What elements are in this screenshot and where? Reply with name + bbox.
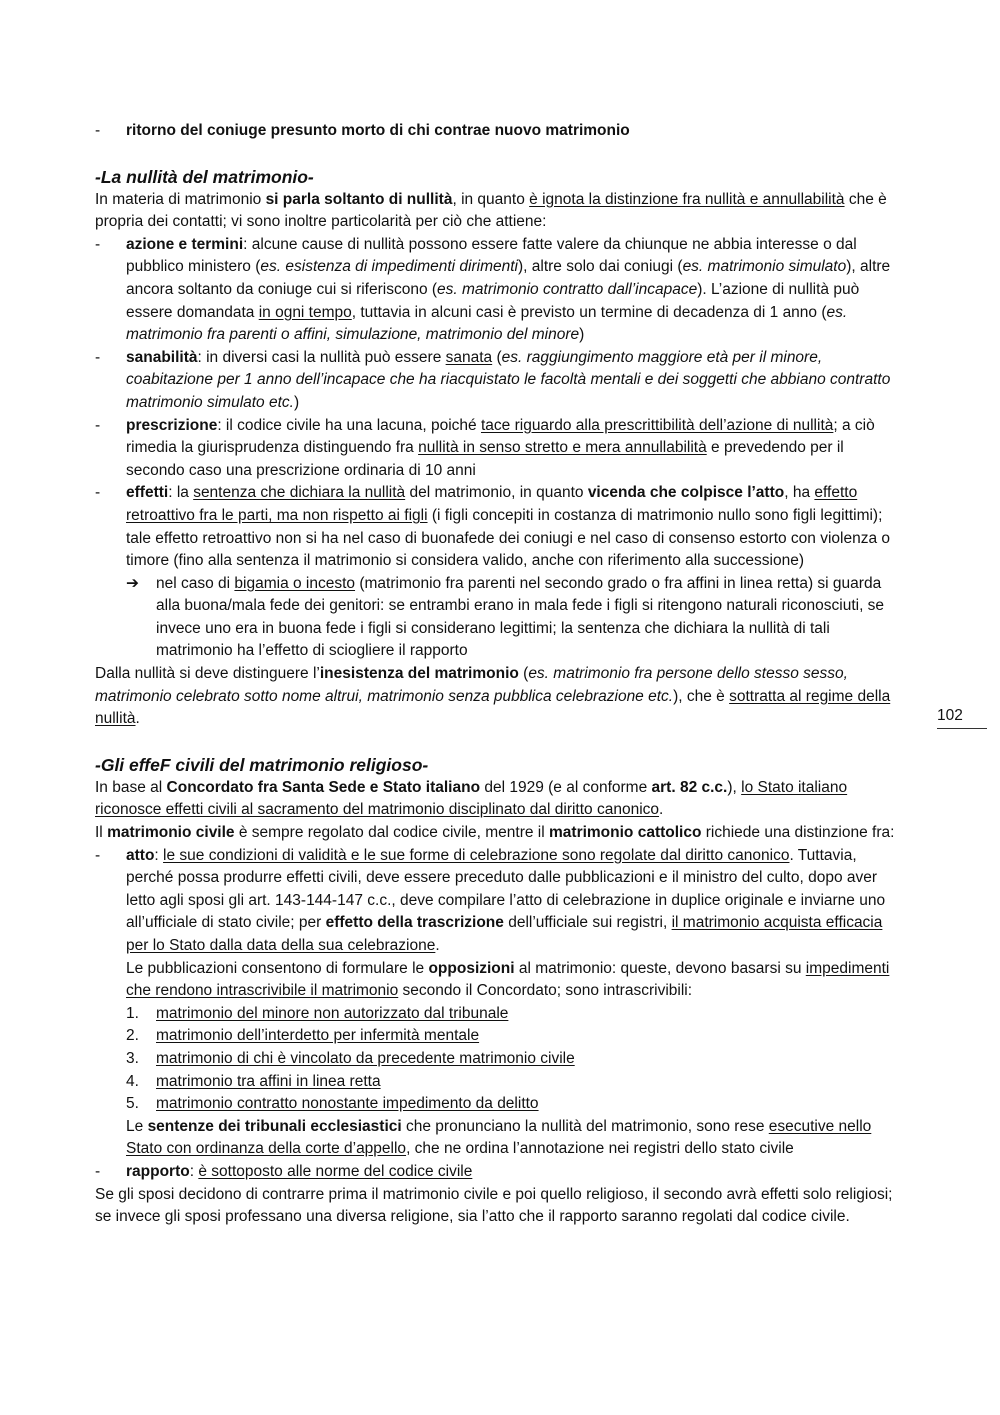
text-run: : in diversi casi la nullità può essere: [197, 348, 446, 366]
item-number: 4.: [126, 1072, 139, 1090]
text-run: (: [492, 348, 502, 366]
item-number: 3.: [126, 1049, 139, 1067]
bold-text: prescrizione: [126, 416, 218, 434]
item-number: 5.: [126, 1095, 139, 1113]
item-number: 1.: [126, 1004, 139, 1022]
section-heading-nullita: -La nullità del matrimonio-: [95, 166, 314, 187]
bold-text: matrimonio civile: [107, 824, 235, 842]
text-run: .: [435, 937, 440, 954]
text-run: . Tuttavia, perché possa produrre effetti civili, deve essere preceduto dalle pubblicazioni e il ministro del culto, dopo aver letto agli sposi gli art. 143-144-147 c.c., deve compilare l’atto di celebrazione in duplice originale e inviarne uno all’ufficiale di stato civile; per: [126, 846, 886, 932]
text-run: dell’ufficiale sui registri,: [503, 914, 672, 932]
numbered-item: [95, 1093, 905, 1116]
bold-text: matrimonio cattolico: [549, 824, 702, 842]
underlined-text: il matrimonio acquista efficacia per lo Stato dalla data della sua celebrazione: [126, 914, 883, 954]
text-run: (matrimonio fra parenti nel secondo grado o fra affini in linea retta) si guarda alla buona/mala fede dei genitori: se entrambi erano in mala fede i figli si ritengono naturali riconosciuti, se invece uno era in buona fede i figli si considerano legittimi; la sentenza che dichiara la nullità di tali matrimonio ha l’effetto di sciogliere il rapporto: [156, 574, 885, 660]
paragraph-matrimonio-civile: [95, 822, 905, 845]
text-run: Le pubblicazioni consentono di formulare le: [126, 959, 429, 977]
bold-text: sanabilità: [126, 348, 198, 366]
text-run: , in quanto: [452, 190, 530, 208]
underlined-text: è ignota la distinzione fra nullità e annullabilità: [529, 190, 845, 208]
paragraph-nullita-intro: [95, 189, 905, 234]
text-run: (i figli concepiti in costanza di matrimonio nullo sono figli legittimi); tale effetto retroattivo non si ha nel caso di buonafede dei coniugi e nel caso di consenso estorto con violenza o timore (fino alla sentenza il matrimonio si considera valido, anche con riferimento alla successione): [126, 506, 891, 570]
underlined-text: matrimonio dell’interdetto per infermità mentale: [156, 1027, 480, 1045]
bold-text: azione e termini: [126, 235, 244, 253]
text-run: ): [579, 326, 585, 344]
underlined-text: effetto retroattivo fra le parti, ma non rispetto ai figli: [126, 484, 858, 524]
text-run: secondo il Concordato; sono intrascrivibili:: [398, 982, 693, 1000]
text-run: : la: [168, 484, 194, 502]
underlined-text: impedimenti che rendono intrascrivibile il matrimonio: [126, 959, 890, 1000]
underlined-text: bigamia o incesto: [234, 574, 356, 592]
item-number: 2.: [126, 1027, 139, 1045]
section-heading-effetti-civili: -Gli effeF civili del matrimonio religioso-: [95, 754, 429, 775]
text-run: :: [189, 1162, 199, 1180]
text-run: ). L’azione di nullità può essere domandata: [126, 280, 860, 321]
text-run: In materia di matrimonio: [95, 190, 266, 208]
list-item-atto: [95, 845, 905, 958]
numbered-item: [95, 1003, 905, 1026]
underlined-text: matrimonio del minore non autorizzato dal tribunale: [156, 1004, 509, 1022]
text-run: .: [659, 801, 664, 819]
list-dash: -: [95, 235, 101, 253]
italic-text: es. matrimonio simulato: [682, 258, 847, 276]
underlined-text: in ogni tempo: [258, 303, 352, 321]
text-run: che pronunciano la nullità del matrimonio, sono rese: [401, 1117, 769, 1135]
list-item-sanabilita: [95, 347, 905, 415]
text-run: , ha: [784, 484, 815, 502]
underlined-text: sottratta al regime della nullità: [95, 687, 891, 728]
underlined-text: matrimonio tra affini in linea retta: [156, 1072, 381, 1090]
underlined-text: sanata: [445, 348, 493, 366]
underlined-text: matrimonio di chi è vincolato da precedente matrimonio civile: [156, 1049, 575, 1067]
text-run: (: [518, 665, 529, 683]
italic-text: es. matrimonio fra persone dello stesso sesso, matrimonio celebrato sotto nome altrui, matrimonio senza pubblica celebrazione etc.: [95, 665, 848, 705]
underlined-text: matrimonio contratto nonostante impedimento da delitto: [156, 1095, 539, 1113]
list-item-azione-termini: [95, 234, 905, 347]
arrow-icon: ➔: [126, 574, 139, 592]
text-run: Le: [126, 1117, 148, 1135]
underlined-text: le sue condizioni di validità e le sue forme di celebrazione sono regolate dal diritto canonico: [163, 846, 790, 864]
text-run: è sempre regolato dal codice civile, mentre il: [234, 824, 549, 842]
italic-text: es. esistenza di impedimenti dirimenti: [260, 258, 518, 276]
bold-text: Concordato fra Santa Sede e Stato italiano: [166, 778, 481, 796]
numbered-item: [95, 1025, 905, 1048]
bold-text: sentenze dei tribunali ecclesiastici: [147, 1117, 402, 1135]
text-run: del 1929 (e al conforme: [480, 778, 652, 796]
bold-text: vicenda che colpisce l’atto: [587, 484, 785, 502]
list-dash: -: [95, 484, 101, 502]
underlined-text: nullità in senso stretto e mera annullabilità: [418, 439, 707, 457]
italic-text: es. raggiungimento maggiore età per il minore, coabitazione per 1 anno dell’incapace che ha riacquistato le facoltà mentali e dei soggetti che abbiano contratto matrimonio simulato etc.: [126, 348, 891, 411]
text-run: ): [293, 393, 300, 411]
page-number: 102: [937, 705, 987, 729]
underlined-text: lo Stato italiano riconosce effetti civili al sacramento del matrimonio disciplinato dal diritto canonico: [95, 778, 848, 819]
bold-text: effetti: [126, 484, 169, 502]
bold-text: atto: [126, 846, 155, 864]
bold-text: effetto della trascrizione: [325, 914, 504, 932]
numbered-item: [95, 1048, 905, 1071]
item-text: ritorno del coniuge presunto morto di chi contrae nuovo matrimonio: [126, 122, 630, 139]
bold-text: si parla soltanto di nullità: [265, 190, 453, 208]
list-item-effetti: [95, 482, 905, 572]
text-run: ),: [727, 778, 742, 796]
text-run: .: [135, 710, 140, 728]
text-run: che è propria dei contatti; vi sono inoltre particolarità per ciò che attiene:: [95, 190, 887, 231]
bold-text: rapporto: [126, 1162, 190, 1180]
list-dash: -: [95, 122, 101, 139]
list-item-prescrizione: [95, 415, 905, 483]
list-item-ritorno-coniuge: [95, 120, 905, 143]
numbered-item: [95, 1071, 905, 1094]
text-run: Il: [95, 824, 108, 842]
paragraph-conclusione: Se gli sposi decidono di contrarre prima il matrimonio civile e poi quello religioso, il secondo avrà effetti solo religiosi; se invece gli sposi professano una diversa religione, sia l’atto che il rapporto saranno regolati dal codice civile.: [95, 1185, 893, 1226]
underlined-text: è sottoposto alle norme del codice civile: [198, 1162, 473, 1180]
text-run: : il codice civile ha una lacuna, poiché: [217, 416, 481, 434]
text-run: , tuttavia in alcuni casi è previsto un termine di decadenza di 1 anno (: [351, 303, 827, 321]
text-run: : alcune cause di nullità possono essere fatte valere da chiunque ne abbia interesse o dal pubblico ministero (: [126, 235, 857, 276]
text-run: ), altre solo dai coniugi (: [518, 258, 683, 276]
page-content: [95, 120, 905, 1229]
text-run: del matrimonio, in quanto: [405, 484, 588, 502]
text-run: ), altre ancora soltanto da coniuge cui si riferiscono (: [126, 258, 891, 298]
text-run: In base al: [95, 778, 167, 796]
text-run: , che ne ordina l’annotazione nei registri dello stato civile: [406, 1140, 794, 1158]
text-run: al matrimonio: queste, devono basarsi su: [514, 959, 806, 977]
list-dash: -: [95, 846, 101, 864]
underlined-text: tace riguardo alla prescrittibilità dell’azione di nullità: [480, 416, 834, 434]
bold-text: art. 82 c.c.: [651, 778, 728, 796]
bold-text: opposizioni: [428, 959, 515, 977]
text-run: ), che è: [673, 687, 730, 705]
list-dash: -: [95, 416, 101, 434]
paragraph-inesistenza: [95, 663, 905, 731]
text-run: e prevedendo per il secondo caso una prescrizione ordinaria di 10 anni: [126, 439, 844, 479]
bold-text: inesistenza del matrimonio: [319, 665, 519, 683]
text-run: :: [154, 846, 164, 864]
text-run: ; a ciò rimedia la giurisprudenza distinguendo fra: [126, 416, 875, 457]
italic-text: es. matrimonio fra parenti o affini, simulazione, matrimonio del minore: [126, 303, 848, 344]
paragraph-opposizioni: [95, 958, 905, 1003]
list-item-rapporto: [95, 1161, 905, 1184]
list-dash: -: [95, 1162, 101, 1180]
list-dash: -: [95, 348, 101, 366]
underlined-text: sentenza che dichiara la nullità: [193, 484, 406, 502]
underlined-text: esecutive nello Stato con ordinanza della corte d’appello: [126, 1117, 872, 1158]
italic-text: es. matrimonio contratto dall’incapace: [437, 280, 698, 298]
paragraph-concordato: [95, 777, 905, 822]
text-run: Dalla nullità si deve distinguere l’: [95, 665, 320, 683]
sub-item-bigamia: [95, 573, 905, 663]
text-run: nel caso di: [156, 574, 235, 592]
text-run: richiede una distinzione fra:: [701, 824, 895, 842]
paragraph-sentenze: [95, 1116, 905, 1161]
